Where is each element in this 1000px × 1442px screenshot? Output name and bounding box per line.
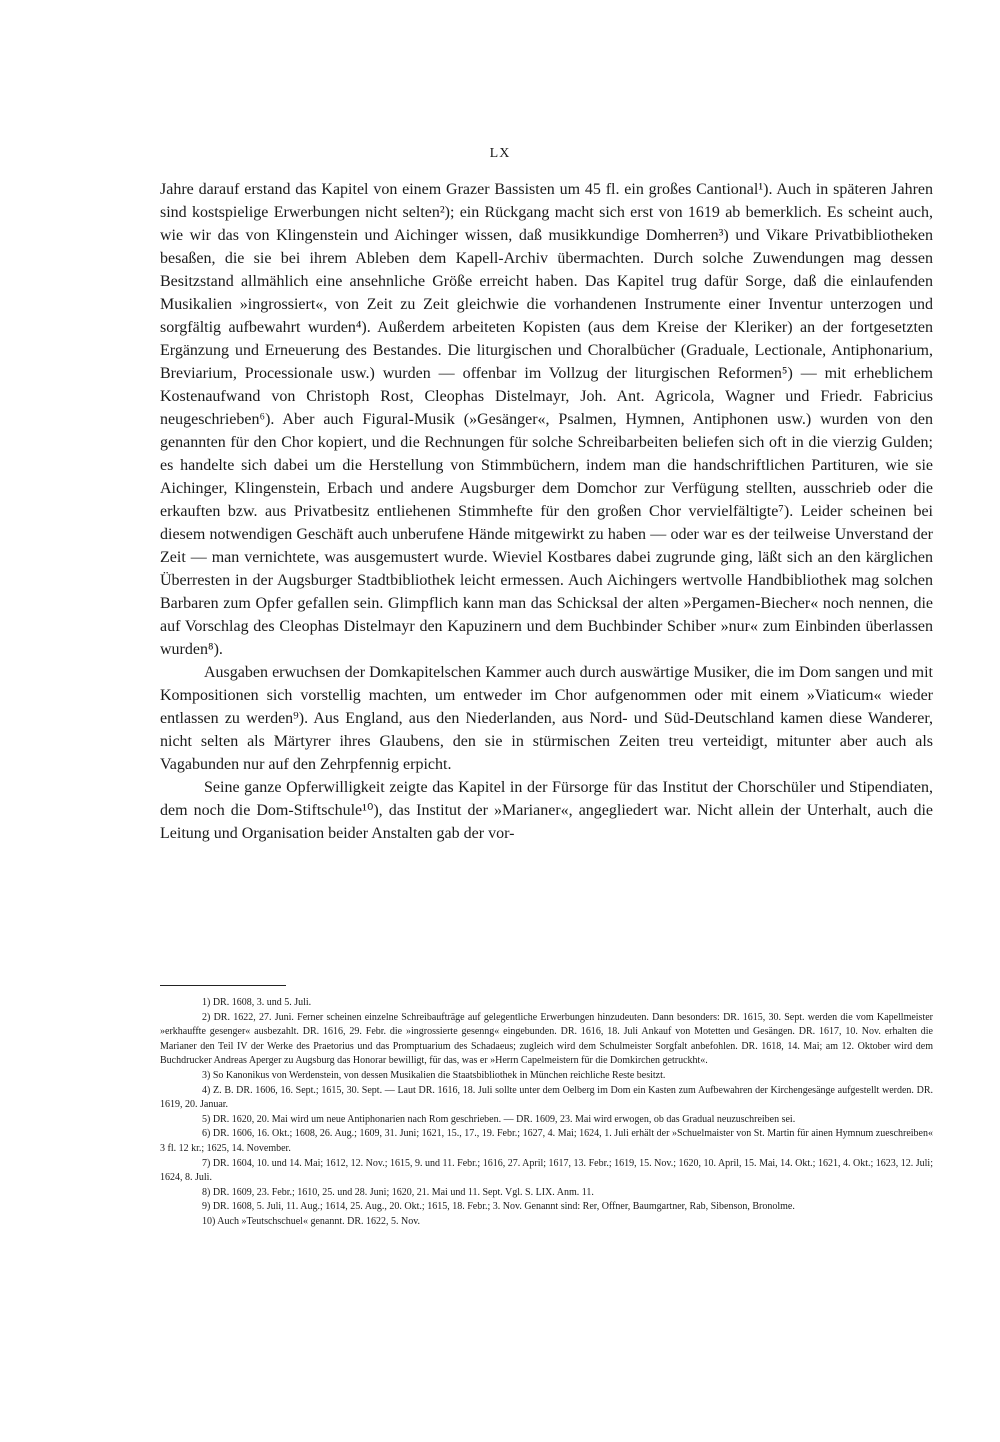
footnote: 5) DR. 1620, 20. Mai wird um neue Antiphonarien nach Rom geschrieben. — DR. 1609, 23. Mai wird erwogen, ob das Gradual neuzuschreiben sei. [202, 1113, 796, 1125]
footnote: 8) DR. 1609, 23. Febr.; 1610, 25. und 28. Juni; 1620, 21. Mai und 11. Sept. Vgl. S. LIX. Anm. 11. [202, 1186, 594, 1198]
footnote: 7) DR. 1604, 10. und 14. Mai; 1612, 12. Nov.; 1615, 9. und 11. Febr.; 1616, 27. April; 1617, 13. Febr.; 1619, 15. Nov.; 1620, 10. April, 15. Mai, 14. Okt.; 1621, 4. Okt.; 1623, 12. Juli; 1624, 8. Juli. [160, 1157, 933, 1184]
footnote: 2) DR. 1622, 27. Juni. Ferner scheinen einzelne Schreibaufträge auf gelegentliche Erwerbungen hinzudeuten. Dann besonders: DR. 1615, 30. Sept. werden die vom Kapellmeister »erkhauffte gesenger« ausbezahlt. DR. 1616, 29. Febr. die »ingrossierte gesenng« eingebunden. DR. 1616, 18. Juli Ankauf von Motetten und Gesängen. DR. 1617, 10. Nov. erhalten die Marianer den Teil IV der Werke des Praetorius und das Promptuarium des Schadaeus; zugleich wird dem Schulmeister Sorgfalt anbefohlen. DR. 1618, 14. Mai; am 12. Oktober wird dem Buchdrucker Andreas Aperger zu Augsburg das Honorar bewilligt, für das, was er »Herrn Capelmeistern für die Domkirchen getruckht«. [160, 1011, 933, 1067]
paragraph: Jahre darauf erstand das Kapitel von einem Grazer Bassisten um 45 fl. ein großes Cantional¹). Auch in späteren Jahren sind kostspielige Erwerbungen nicht selten²); ein Rückgang macht sich erst von 1619 ab bemerklich. Es scheint auch, wie wir das von Klingenstein und Aichinger wissen, daß musikkundige Domherren³) und Vikare Privatbibliotheken besaßen, die sie bei ihrem Ableben dem Kapell-Archiv übermachten. Durch solche Zuwendungen mag dessen Besitzstand allmählich eine ansehnliche Größe erreicht haben. Das Kapitel trug dafür Sorge, daß die einlaufenden Musikalien »ingrossiert«, von Zeit zu Zeit gleichwie die vorhandenen Instrumente einer Inventur unterzogen und sorgfältig aufbewahrt wurden⁴). Außerdem arbeiteten Kopisten (aus dem Kreise der Kleriker) an der fortgesetzten Ergänzung und Erneuerung des Bestandes. Die liturgischen und Choralbücher (Graduale, Lectionale, Antiphonarium, Breviarium, Processionale usw.) wurden — offenbar im Vollzug der liturgischen Reformen⁵) — mit erheblichem Kostenaufwand von Christoph Rost, Cleophas Distelmayr, Joh. Ant. Agricola, Wagner und Friedr. Fabricius neugeschrieben⁶). Aber auch Figural-Musik (»Gesänger«, Psalmen, Hymnen, Antiphonen usw.) wurden von den genannten für den Chor kopiert, und die Rechnungen für solche Schreibarbeiten beliefen sich oft in die vierzig Gulden; es handelte sich dabei um die Herstellung von Stimmbüchern, indem man die handschriftlichen Partituren, wie sie Aichinger, Klingenstein, Erbach und andere Augsburger dem Domchor zur Verfügung stellten, ausschrieb oder die erkauften bzw. aus Privatbesitz entliehenen Stimmhefte für den großen Chor vervielfältigte⁷). Leider scheinen bei diesem notwendigen Geschäft auch unberufene Hände mitgewirkt zu haben — oder war es der teilweise Unverstand der Zeit — man vernichtete, was ausgemustert wurde. Wieviel Kostbares dabei zugrunde ging, läßt sich an den kärglichen Überresten in der Augsburger Stadtbibliothek leicht ermessen. Auch Aichingers wertvolle Handbibliothek mag solchen Barbaren zum Opfer gefallen sein. Glimpflich kann man das Schicksal der alten »Pergamen-Biecher« noch nennen, die auf Vorschlag des Cleophas Distelmayr den Kapuzinern und dem Buchbinder Schiber »nur« zum Einbinden überlassen wurden⁸). [160, 181, 933, 658]
body-text [160, 178, 933, 845]
footnote: 3) So Kanonikus von Werdenstein, von dessen Musikalien die Staatsbibliothek in München reichliche Reste besitzt. [202, 1069, 666, 1081]
footnote: 10) Auch »Teutschschuel« genannt. DR. 1622, 5. Nov. [202, 1215, 421, 1227]
footnote: 4) Z. B. DR. 1606, 16. Sept.; 1615, 30. Sept. — Laut DR. 1616, 18. Juli sollte unter dem Oelberg im Dom ein Kasten zum Aufbewahren der Kirchengesänge aufgestellt werden. DR. 1619, 20. Januar. [160, 1084, 933, 1111]
paragraph: Seine ganze Opferwilligkeit zeigte das Kapitel in der Fürsorge für das Institut der Chorschüler und Stipendiaten, dem noch die Dom-Stiftschule¹⁰), das Institut der »Marianer«, angegliedert war. Nicht allein der Unterhalt, auch die Leitung und Organisation beider Anstalten gab der vor- [160, 779, 933, 842]
page-number: LX [489, 146, 511, 161]
footnote: 1) DR. 1608, 3. und 5. Juli. [202, 997, 312, 1008]
footnote: 9) DR. 1608, 5. Juli, 11. Aug.; 1614, 25. Aug., 20. Okt.; 1615, 18. Febr.; 3. Nov. Genannt sind: Rer, Offner, Baumgartner, Rab, Sibenson, Bronolme. [202, 1201, 795, 1213]
footnote-divider [160, 985, 286, 986]
footnotes [160, 996, 933, 1230]
footnote: 6) DR. 1606, 16. Okt.; 1608, 26. Aug.; 1609, 31. Juni; 1621, 15., 17., 19. Febr.; 1627, 4. Mai; 1624, 1. Juli erhält der »Schuelmaister von St. Martin für ainen Hymnum zueschreiben« 3 fl. 12 kr.; 1625, 14. November. [160, 1128, 933, 1154]
paragraph: Ausgaben erwuchsen der Domkapitelschen Kammer auch durch auswärtige Musiker, die im Dom sangen und mit Kompositionen sich vorstellig machten, um entweder im Chor aufgenommen oder mit einem »Viaticum« wieder entlassen zu werden⁹). Aus England, aus den Niederlanden, aus Nord- und Süd-Deutschland kamen diese Wanderer, nicht selten als Märtyrer ihres Glaubens, den sie in stürmischen Zeiten treu verteidigt, mitunter aber auch als Vagabunden nur auf den Zehrpfennig erpicht. [160, 664, 933, 773]
